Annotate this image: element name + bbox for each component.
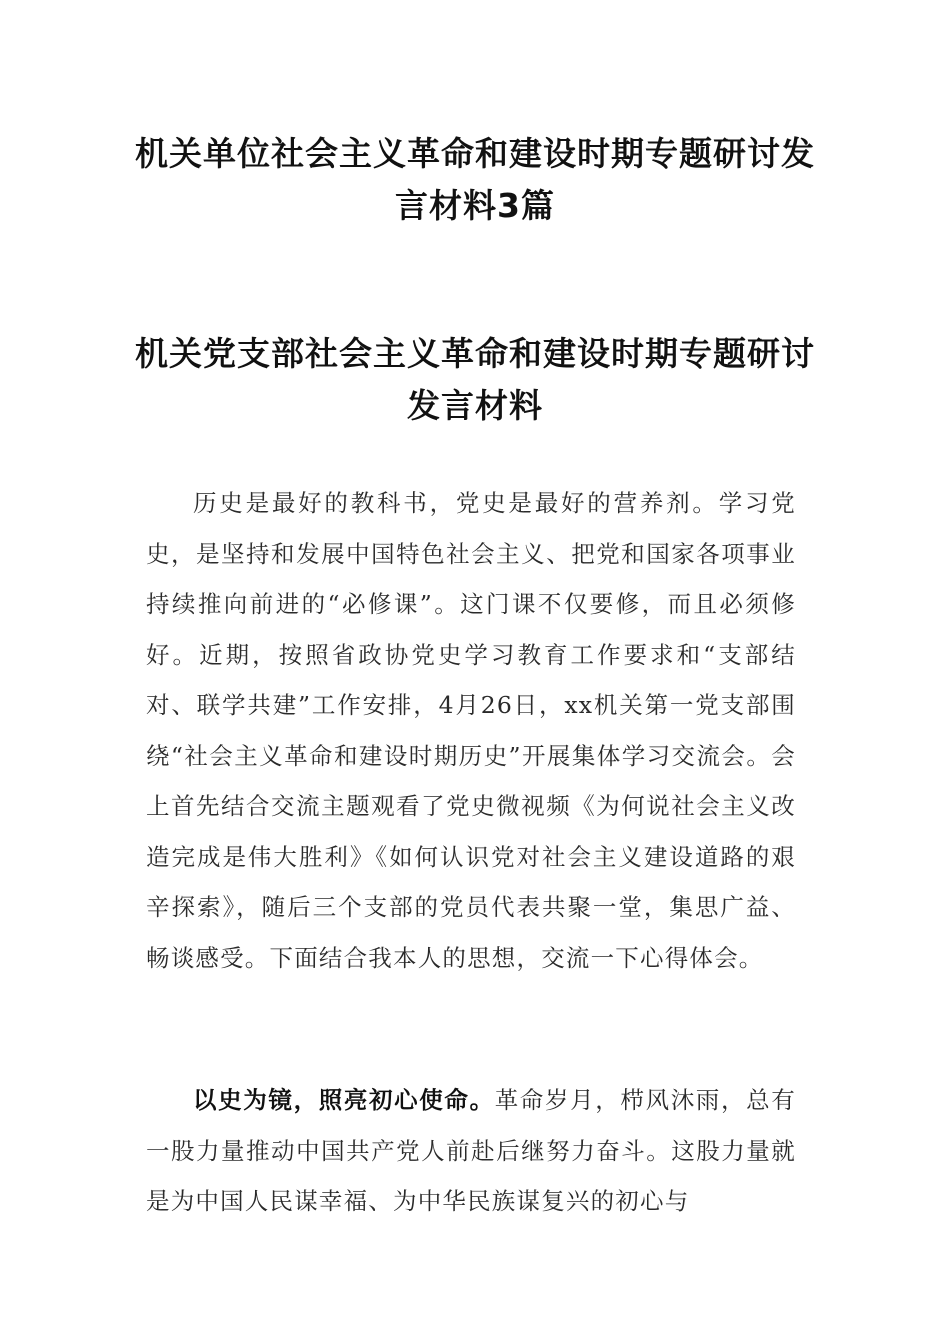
document-section-title: 机关党支部社会主义革命和建设时期专题研讨发言材料	[135, 334, 815, 425]
paragraph-body-text: 革命岁月，栉风沐雨，总有一股力量推动中国共产党人前赴后继努力奋斗。这股力量就是为中国人民谋幸福、为中华民族谋复兴的初心与	[146, 1086, 796, 1215]
body-paragraph-2	[146, 1075, 796, 1227]
body-paragraph-1: 历史是最好的教科书，党史是最好的营养剂。学习党史，是坚持和发展中国特色社会主义、把党和国家各项事业持续推向前进的“必修课”。这门课不仅要修，而且必须修好。近期，按照省政协党史学习教育工作要求和“支部结对、联学共建”工作安排，4月26日，xx机关第一党支部围绕“社会主义革命和建设时期历史”开展集体学习交流会。会上首先结合交流主题观看了党史微视频《为何说社会主义改造完成是伟大胜利》《如何认识党对社会主义建设道路的艰辛探索》，随后三个支部的党员代表共聚一堂，集思广益、畅谈感受。下面结合我本人的思想，交流一下心得体会。	[146, 489, 796, 972]
document-main-title: 机关单位社会主义革命和建设时期专题研讨发言材料3篇	[135, 134, 815, 225]
paragraph-lead-heading: 以史为镜，照亮初心使命。	[193, 1086, 495, 1114]
